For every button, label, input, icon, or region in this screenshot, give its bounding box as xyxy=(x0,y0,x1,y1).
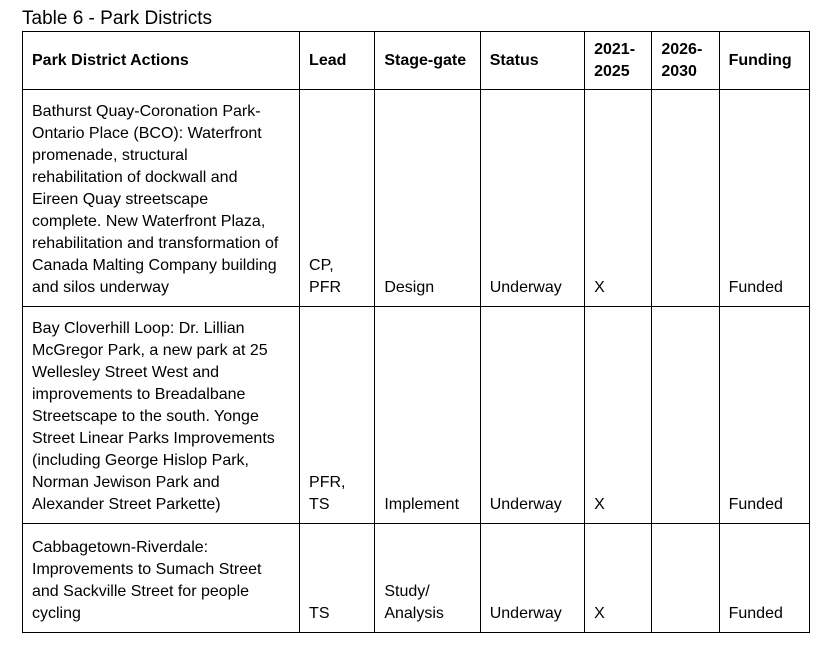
action-cell-line: rehabilitation and transformation of xyxy=(32,235,279,252)
header-actions: Park District Actions xyxy=(23,32,300,90)
action-cell-line: complete. New Waterfront Plaza, xyxy=(32,213,266,230)
header-2026-2030-line1: 2026- xyxy=(661,40,703,58)
lead-cell-line: TS xyxy=(309,605,330,622)
lead-cell-line: CP, xyxy=(309,257,334,274)
action-cell-line: rehabilitation of dockwall and xyxy=(32,169,238,186)
header-2026-2030 xyxy=(652,32,719,90)
action-cell-line: Streetscape to the south. Yonge xyxy=(32,408,259,425)
lead-cell-line: PFR, xyxy=(309,474,346,491)
table-header-row xyxy=(23,32,810,90)
funding-cell: Funded xyxy=(719,307,809,524)
action-cell-line: and silos underway xyxy=(32,279,169,296)
action-cell-line: and Sackville Street for people xyxy=(32,583,250,600)
stage-gate-cell-line: Study/ xyxy=(384,583,430,600)
action-cell-line: Eireen Quay streetscape xyxy=(32,191,209,208)
action-cell-line: Improvements to Sumach Street xyxy=(32,561,262,578)
period-2021-2025-cell: X xyxy=(585,307,652,524)
action-cell-line: promenade, structural xyxy=(32,147,188,164)
action-cell-line: McGregor Park, a new park at 25 xyxy=(32,342,268,359)
status-cell: Underway xyxy=(480,524,584,633)
header-2021-2025 xyxy=(585,32,652,90)
park-districts-table xyxy=(22,31,810,633)
action-cell-line: Cabbagetown-Riverdale: xyxy=(32,539,209,556)
header-2026-2030-line2: 2030 xyxy=(661,62,697,80)
table-row xyxy=(23,90,810,307)
action-cell-line: Norman Jewison Park and xyxy=(32,474,220,491)
period-2021-2025-cell: X xyxy=(585,524,652,633)
funding-cell: Funded xyxy=(719,90,809,307)
action-cell-line: Ontario Place (BCO): Waterfront xyxy=(32,125,262,142)
lead-cell xyxy=(300,90,375,307)
header-status: Status xyxy=(480,32,584,90)
action-cell-line: (including George Hislop Park, xyxy=(32,452,249,469)
period-2021-2025-cell: X xyxy=(585,90,652,307)
header-2021-2025-line2: 2025 xyxy=(594,62,630,80)
action-cell-line: cycling xyxy=(32,605,81,622)
action-cell xyxy=(23,307,300,524)
lead-cell-line: PFR xyxy=(309,279,342,296)
action-cell-line: Street Linear Parks Improvements xyxy=(32,430,275,447)
period-2026-2030-cell xyxy=(652,307,719,524)
lead-cell-line: TS xyxy=(309,496,330,513)
stage-gate-cell xyxy=(375,524,480,633)
action-cell-line: Bay Cloverhill Loop: Dr. Lillian xyxy=(32,320,245,337)
lead-cell xyxy=(300,307,375,524)
action-cell-line: Wellesley Street West and xyxy=(32,364,220,381)
header-stage-gate: Stage-gate xyxy=(375,32,480,90)
action-cell-line: Bathurst Quay-Coronation Park- xyxy=(32,103,261,120)
status-cell: Underway xyxy=(480,90,584,307)
table-row xyxy=(23,524,810,633)
header-lead: Lead xyxy=(300,32,375,90)
stage-gate-cell-line: Design xyxy=(384,279,435,296)
lead-cell xyxy=(300,524,375,633)
action-cell-line: improvements to Breadalbane xyxy=(32,386,246,403)
period-2026-2030-cell xyxy=(652,524,719,633)
action-cell-line: Alexander Street Parkette) xyxy=(32,496,221,513)
stage-gate-cell xyxy=(375,90,480,307)
action-cell xyxy=(23,524,300,633)
header-funding: Funding xyxy=(719,32,809,90)
action-cell xyxy=(23,90,300,307)
table-caption: Table 6 - Park Districts xyxy=(22,8,213,29)
period-2026-2030-cell xyxy=(652,90,719,307)
stage-gate-cell-line: Implement xyxy=(384,496,460,513)
stage-gate-cell-line: Analysis xyxy=(384,605,444,622)
funding-cell: Funded xyxy=(719,524,809,633)
stage-gate-cell xyxy=(375,307,480,524)
status-cell: Underway xyxy=(480,307,584,524)
action-cell-line: Canada Malting Company building xyxy=(32,257,277,274)
header-2021-2025-line1: 2021- xyxy=(594,40,636,58)
table-row xyxy=(23,307,810,524)
